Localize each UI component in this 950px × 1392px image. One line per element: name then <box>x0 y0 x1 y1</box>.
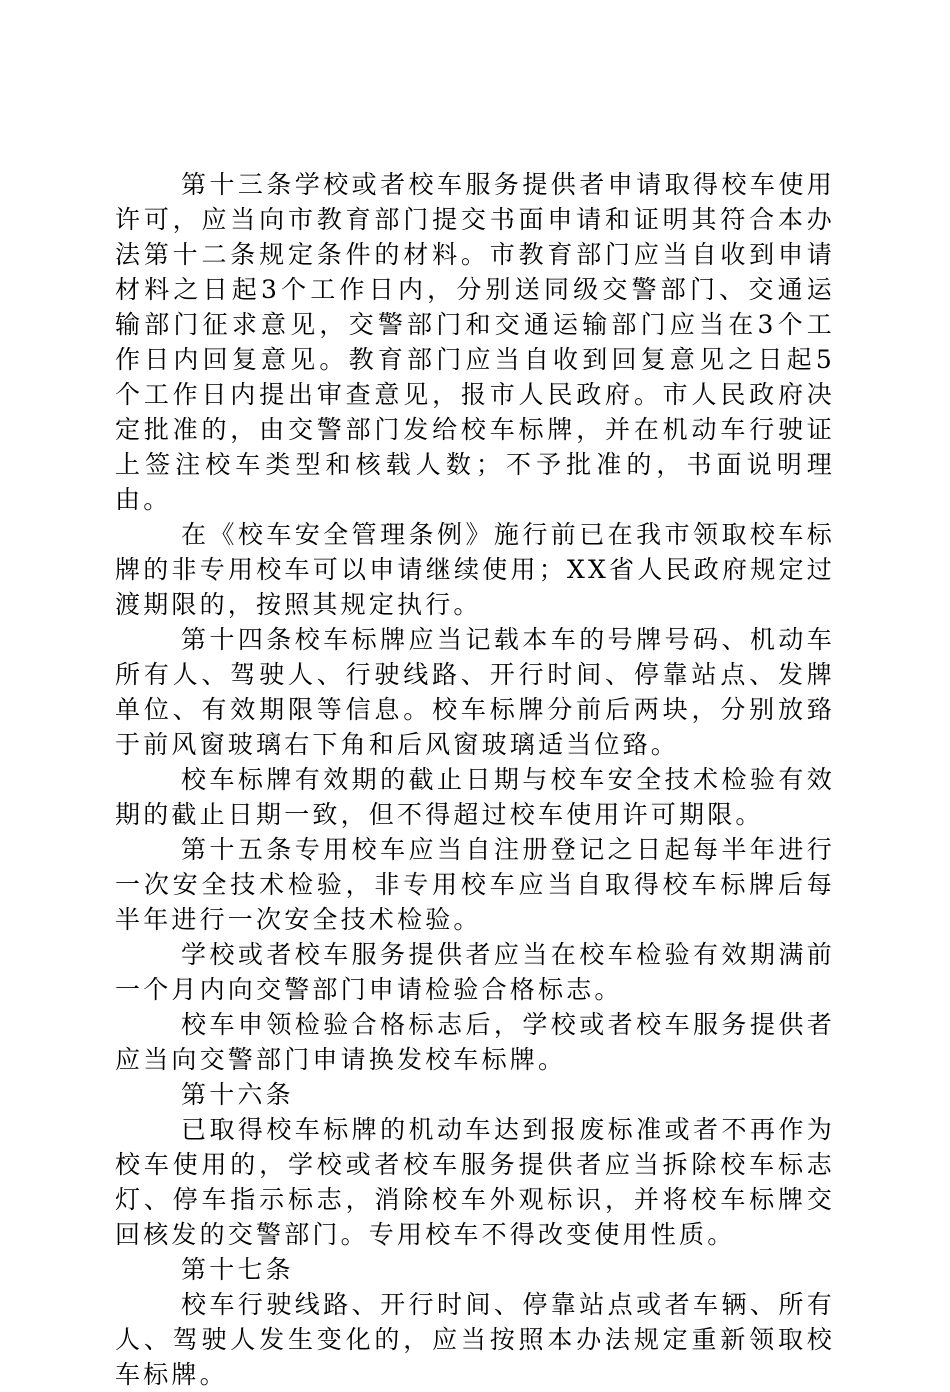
document-body <box>115 167 835 1392</box>
paragraph-article-14: 第十四条校车标牌应当记载本车的号牌号码、机动车所有人、驾驶人、行驶线路、开行时间、停靠站点、发牌单位、有效期限等信息。校车标牌分前后两块，分别放臵于前风窗玻璃右下角和后风窗玻璃适当位臵。 <box>115 625 835 759</box>
paragraph-article-13: 第十三条学校或者校车服务提供者申请取得校车使用许可，应当向市教育部门提交书面申请和证明其符合本办法第十二条规定条件的材料。市教育部门应当自收到申请材料之日起3个工作日内，分别送同级交警部门、交通运输部门征求意见，交警部门和交通运输部门应当在3个工作日内回复意见。教育部门应当自收到回复意见之日起5个工作日内提出审查意见，报市人民政府。市人民政府决定批准的，由交警部门发给校车标牌，并在机动车行驶证上签注校车类型和核载人数；不予批准的，书面说明理由。 <box>115 170 835 514</box>
heading-article-16: 第十六条 <box>181 1080 294 1109</box>
heading-article-17: 第十七条 <box>181 1255 294 1284</box>
paragraph-article-15: 第十五条专用校车应当自注册登记之日起每半年进行一次安全技术检验，非专用校车应当自取得校车标牌后每半年进行一次安全技术检验。 <box>115 835 835 934</box>
paragraph-article-14-validity: 校车标牌有效期的截止日期与校车安全技术检验有效期的截止日期一致，但不得超过校车使用许可期限。 <box>115 765 835 829</box>
paragraph-article-16: 已取得校车标牌的机动车达到报废标准或者不再作为校车使用的，学校或者校车服务提供者应当拆除校车标志灯、停车指示标志，消除校车外观标识，并将校车标牌交回核发的交警部门。专用校车不得改变使用性质。 <box>115 1115 835 1249</box>
paragraph-article-15-inspection-mark: 学校或者校车服务提供者应当在校车检验有效期满前一个月内向交警部门申请检验合格标志。 <box>115 940 835 1004</box>
paragraph-article-13-transition: 在《校车安全管理条例》施行前已在我市领取校车标牌的非专用校车可以申请继续使用；XX省人民政府规定过渡期限的，按照其规定执行。 <box>115 520 835 619</box>
paragraph-article-17: 校车行驶线路、开行时间、停靠站点或者车辆、所有人、驾驶人发生变化的，应当按照本办法规定重新领取校车标牌。 <box>115 1290 835 1389</box>
paragraph-article-15-plate-renewal: 校车申领检验合格标志后，学校或者校车服务提供者应当向交警部门申请换发校车标牌。 <box>115 1010 835 1074</box>
